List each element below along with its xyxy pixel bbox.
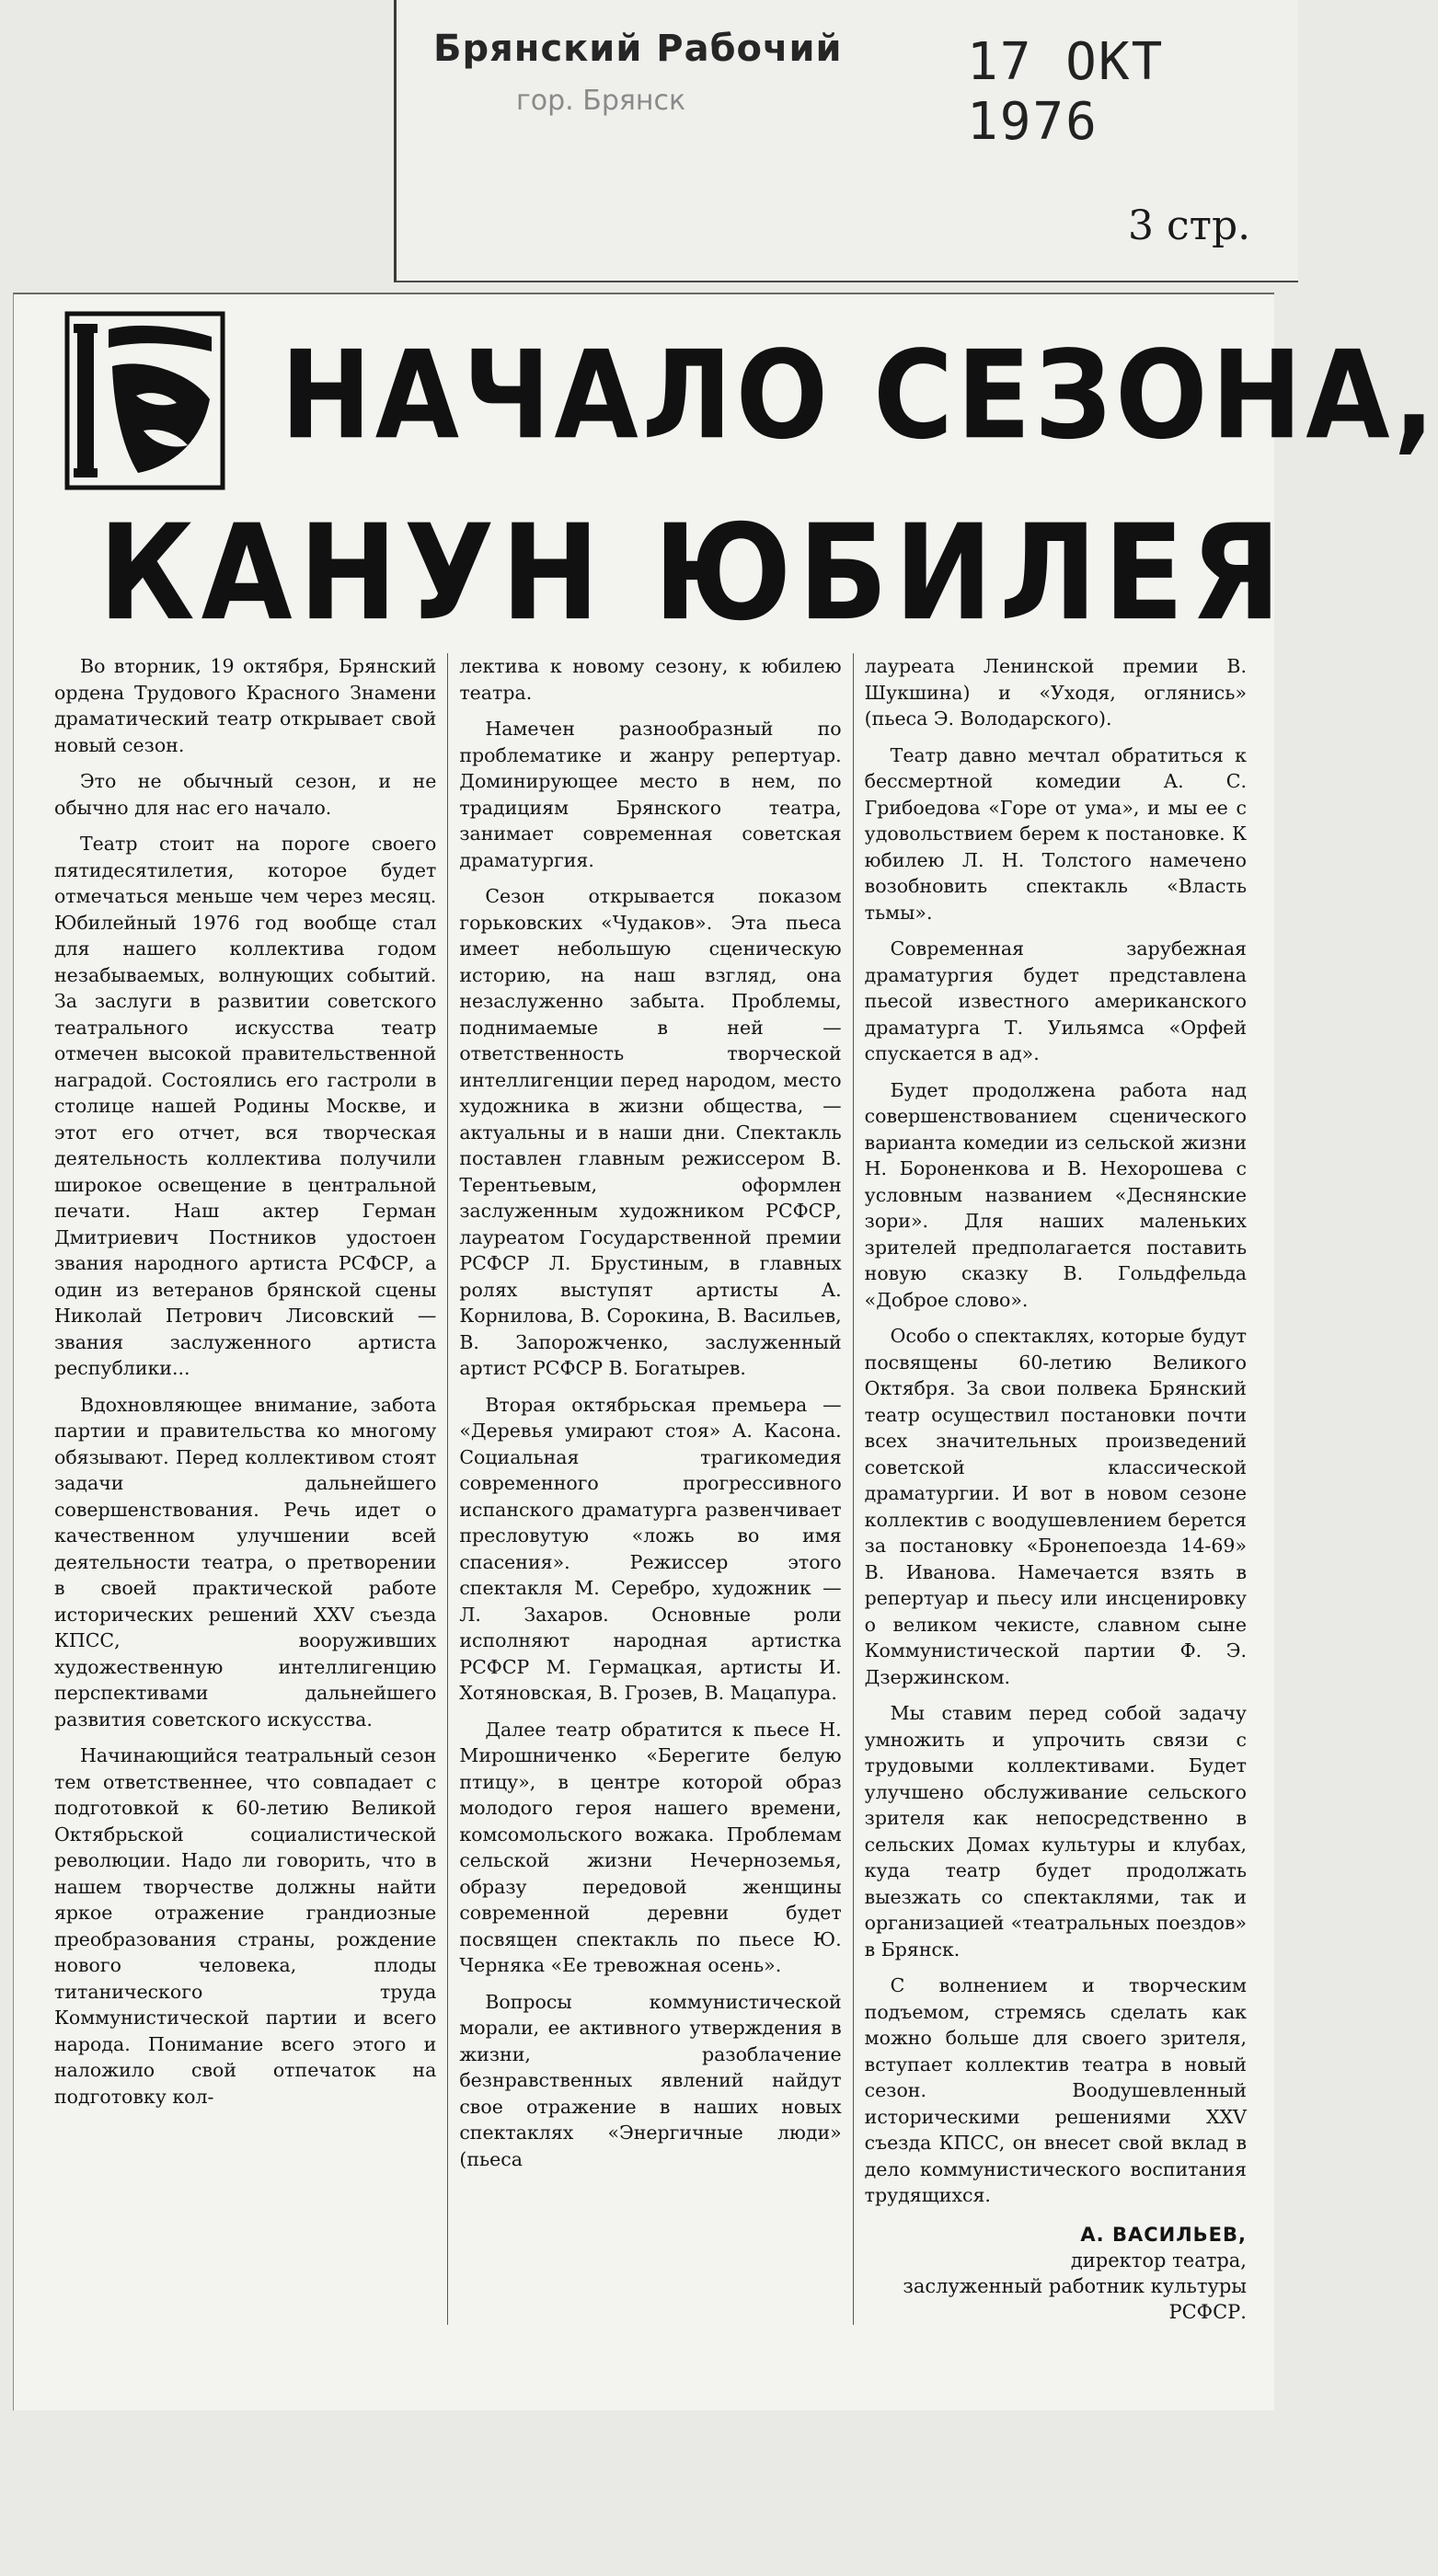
column-3 [854, 653, 1258, 2325]
paragraph: Во вторник, 19 октября, Брянский ордена Трудового Красного Знамени драматический театр открывает свой новый сезон. [54, 655, 437, 756]
paragraph: Далее театр обратится к пьесе Н. Мирошниченко «Берегите белую птицу», в центре которой образ молодого героя нашего времени, комсомольского вожака. Проблемам сельской жизни Нечерноземья, образу передовой женщины современной деревни будет посвящен спектакль по пьесе Ю. Черняка «Ее тревожная осень». [459, 1718, 842, 1976]
paragraph: С волнением и творческим подъемом, стремясь сделать как можно больше для своего зрителя, вступает коллектив театра в новый сезон. Воодушевленный историческими решениями XXV съезда КПСС, он внесет свой вклад в дело коммунистического воспитания трудящихся. [864, 1974, 1247, 2206]
article-columns [43, 653, 1258, 2325]
clipping-date: 17 ОКТ 1976 [967, 32, 1165, 152]
newspaper-name: Брянский Рабочий [433, 28, 843, 70]
archive-stamp [394, 0, 1298, 282]
signature [865, 2222, 1247, 2325]
paragraph: лауреата Ленинской премии В. Шукшина) и «Уходя, оглянись» (пьеса Э. Володарского). [864, 655, 1247, 730]
paragraph: Будет продолжена работа над совершенствованием сценического варианта комедии из сельской жизни Н. Бороненкова и В. Нехорошева с условным названием «Деснянские зори». Для наших маленьких зрителей предполагается поставить новую сказку В. Гольдфельда «Доброе слово». [864, 1078, 1247, 1311]
paragraph: лектива к новому сезону, к юбилею театра. [459, 655, 842, 704]
paragraph: Начинающийся театральный сезон тем ответственнее, что совпадает с подготовкой к 60-летию Великой Октябрьской социалистической революции. Надо ли говорить, что в нашем творчестве должны найти яркое отражение грандиозные преобразования страны, рождение нового человека, плоды титанического труда Коммунистической партии и всего народа. Понимание всего этого и наложило свой отпечаток на подготовку кол- [54, 1744, 437, 2108]
headline-line-1: НАЧАЛО СЕЗОНА, [281, 324, 1438, 466]
paragraph: Вторая октябрьская премьера — «Деревья умирают стоя» А. Касона. Социальная трагикомедия современного прогрессивного испанского драматурга развенчивает пресловутую «ложь во имя спасения». Режиссер этого спектакля М. Серебро, художник — Л. Захаров. Основные роли исполняют народная артистка РСФСР М. Гермацкая, артисты И. Хотяновская, В. Грозев, В. Мацапура. [459, 1393, 842, 1704]
article-clipping [13, 293, 1438, 2410]
author-name: А. ВАСИЛЬЕВ, [1080, 2223, 1247, 2246]
theatre-logo-icon [64, 311, 225, 490]
paragraph: Театр стоит на пороге своего пятидесятилетия, которое будет отмечаться меньше чем через месяц. Юбилейный 1976 год вообще стал для нашего коллектива годом незабываемых, волнующих событий. За заслуги в развитии советского театрального искусства театр отмечен высокой правительственной наградой. Состоялись его гастроли в столице нашей Родины Москве, и этот его отчет, вся творческая деятельность коллектива получили широкое освещение в центральной печати. Наш актер Герман Дмитриевич Постников удостоен звания народного артиста РСФСР, а один из ветеранов брянской сцены Николай Петрович Лисовский — звания заслуженного артиста республики... [54, 833, 437, 1379]
headline-line-2: КАНУН ЮБИЛЕЯ [98, 497, 1288, 650]
column-2 [447, 653, 853, 2325]
page-number: 3 стр. [1128, 202, 1251, 249]
author-title: заслуженный работник культуры РСФСР. [903, 2274, 1247, 2323]
paragraph: Мы ставим перед собой задачу умножить и упрочить связи с трудовыми коллективами. Будет улучшено обслуживание сельского зрителя как непосредственно в сельских Домах культуры и клубах, куда театр будет продолжать выезжать со спектаклями, так и организацией «театральных поездов» в Брянск. [864, 1702, 1247, 1961]
column-1 [43, 653, 447, 2325]
city-label: гор. Брянск [516, 85, 686, 117]
paragraph: Сезон открывается показом горьковских «Чудаков». Эта пьеса имеет небольшую сценическую историю, на наш взгляд, она незаслуженно забыта. Проблемы, поднимаемые в ней — ответственность творческой интеллигенции перед народом, место художника в жизни общества, — актуальны и в наши дни. Спектакль поставлен главным режиссером В. Терентьевым, оформлен заслуженным художником РСФСР, лауреатом Государственной премии РСФСР Л. Брустиным, в главных ролях выступят артисты А. Корнилова, В. Сорокина, В. Васильев, В. Запорожченко, заслуженный артист РСФСР В. Богатырев. [459, 885, 842, 1379]
paragraph: Намечен разнообразный по проблематике и жанру репертуар. Доминирующее место в нем, по традициям Брянского театра, занимает современная советская драматургия. [459, 718, 842, 871]
paragraph: Современная зарубежная драматургия будет представлена пьесой известного американского драматурга Т. Уильямса «Орфей спускается в ад». [864, 937, 1247, 1064]
paragraph: Это не обычный сезон, и не обычно для нас его начало. [54, 770, 437, 819]
paragraph: Особо о спектаклях, которые будут посвящены 60-летию Великого Октября. За свои полвека Брянский театр осуществил постановки почти всех значительных произведений советской классической драматургии. И вот в новом сезоне коллектив с воодушевлением берется за постановку «Бронепоезда 14-69» В. Иванова. Намечается взять в репертуар и пьесу или инсценировку о великом чекисте, славном сыне Коммунистической партии Ф. Э. Дзержинском. [864, 1325, 1247, 1688]
paragraph: Театр давно мечтал обратиться к бессмертной комедии А. С. Грибоедова «Горе от ума», и мы ее с удовольствием берем к постановке. К юбилею Л. Н. Толстого намечено возобновить спектакль «Власть тьмы». [864, 743, 1247, 924]
author-position: директор театра, [1070, 2248, 1247, 2271]
paragraph: Вопросы коммунистической морали, ее активного утверждения в жизни, разоблачение безнравственных явлений найдут свое отражение в наших новых спектаклях «Энергичные люди» (пьеса [459, 1990, 842, 2170]
paragraph: Вдохновляющее внимание, забота партии и правительства ко многому обязывают. Перед коллективом стоят задачи дальнейшего совершенствования. Речь идет о качественном улучшении всей деятельности театра, о претворении в своей практической работе исторических решений XXV съезда КПСС, вооруживших художественную интеллигенцию перспективами дальнейшего развития советского искусства. [54, 1393, 437, 1731]
